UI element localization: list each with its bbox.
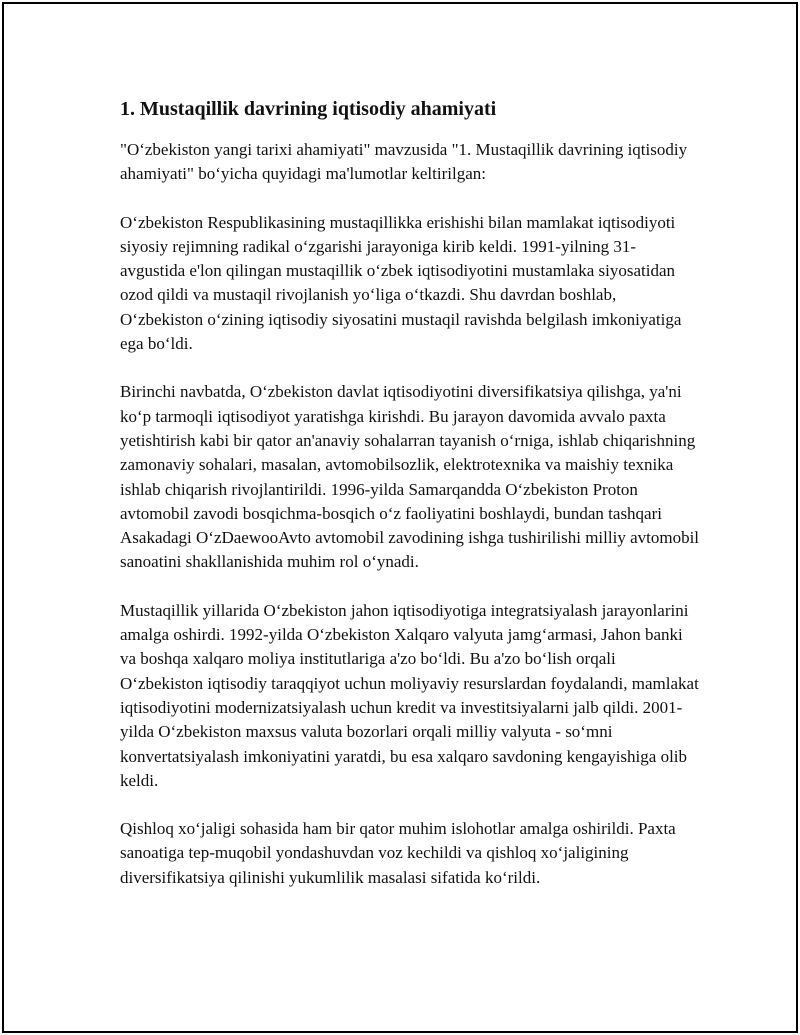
paragraph-integration: Mustaqillik yillarida O‘zbekiston jahon iqtisodiyotiga integratsiyalash jarayonlarini amalga oshirdi. 1992-yilda O‘zbekiston Xalqaro valyuta jamg‘armasi, Jahon banki va boshqa xalqaro moliya institutlariga a'zo bo‘ldi. Bu a'zo bo‘lish orqali O‘zbekiston iqtisodiy taraqqiyot uchun moliyaviy resurslardan foydalandi, mamlakat iqtisodiyotini modernizatsiyalash uchun kredit va investitsiyalarni jalb qildi. 2001-yilda O‘zbekiston maxsus valuta bozorlari orqali milliy valyuta - so‘mni konvertatsiyalash imkoniyatini yaratdi, bu esa xalqaro savdoning kengayishiga olib keldi. xyxy=(120,600,699,790)
paragraph-diversification: Birinchi navbatda, O‘zbekiston davlat iqtisodiyotini diversifikatsiya qilishga, ya'ni ko‘p tarmoqli iqtisodiyot yaratishga kirishdi. Bu jarayon davomida avvalo paxta yetishtirish kabi bir qator an'anaviy sohalarran tayanish o‘rniga, ishlab chiqarishning zamonaviy sohalari, masalan, avtomobilsozlik, elektrotexnika va maishiy texnika ishlab chiqarish rivojlantirildi. 1996-yilda Samarqandda O‘zbekiston Proton avtomobil zavodi bosqichma-bosqich o‘z faoliyatini boshlaydi, bundan tashqari Asakadagi O‘zDaewooAvto avtomobil zavodining ishga tushirilishi milliy avtomobil sanoatini shakllanishida muhim rol o‘ynadi. xyxy=(120,382,700,572)
document-body xyxy=(120,96,700,914)
paragraph-intro: "O‘zbekiston yangi tarixi ahamiyati" mavzusida "1. Mustaqillik davrining iqtisodiy ahamiyati" bo‘yicha quyidagi ma'lumotlar keltirilgan: xyxy=(120,140,688,184)
document-title: 1. Mustaqillik davrining iqtisodiy ahamiyati xyxy=(120,98,497,120)
paragraph-agriculture: Qishloq xo‘jaligi sohasida ham bir qator muhim islohotlar amalga oshirildi. Paxta sanoatiga tep-muqobil yondashuvdan voz kechildi va qishloq xo‘jaligining diversifikatsiya qilinishi yukumlilik masalasi sifatida ko‘rildi. xyxy=(120,819,676,887)
paragraph-independence: O‘zbekiston Respublikasining mustaqillikka erishishi bilan mamlakat iqtisodiyoti siyosiy rejimning radikal o‘zgarishi jarayoniga kirib keldi. 1991-yilning 31-avgustida e'lon qilingan mustaqillik o‘zbek iqtisodiyotini mustamlaka siyosatidan ozod qildi va mustaqil rivojlanish yo‘liga o‘tkazdi. Shu davrdan boshlab, O‘zbekiston o‘zining iqtisodiy siyosatini mustaqil ravishda belgilash imkoniyatiga ega bo‘ldi. xyxy=(120,212,682,354)
page-frame xyxy=(2,2,798,1033)
